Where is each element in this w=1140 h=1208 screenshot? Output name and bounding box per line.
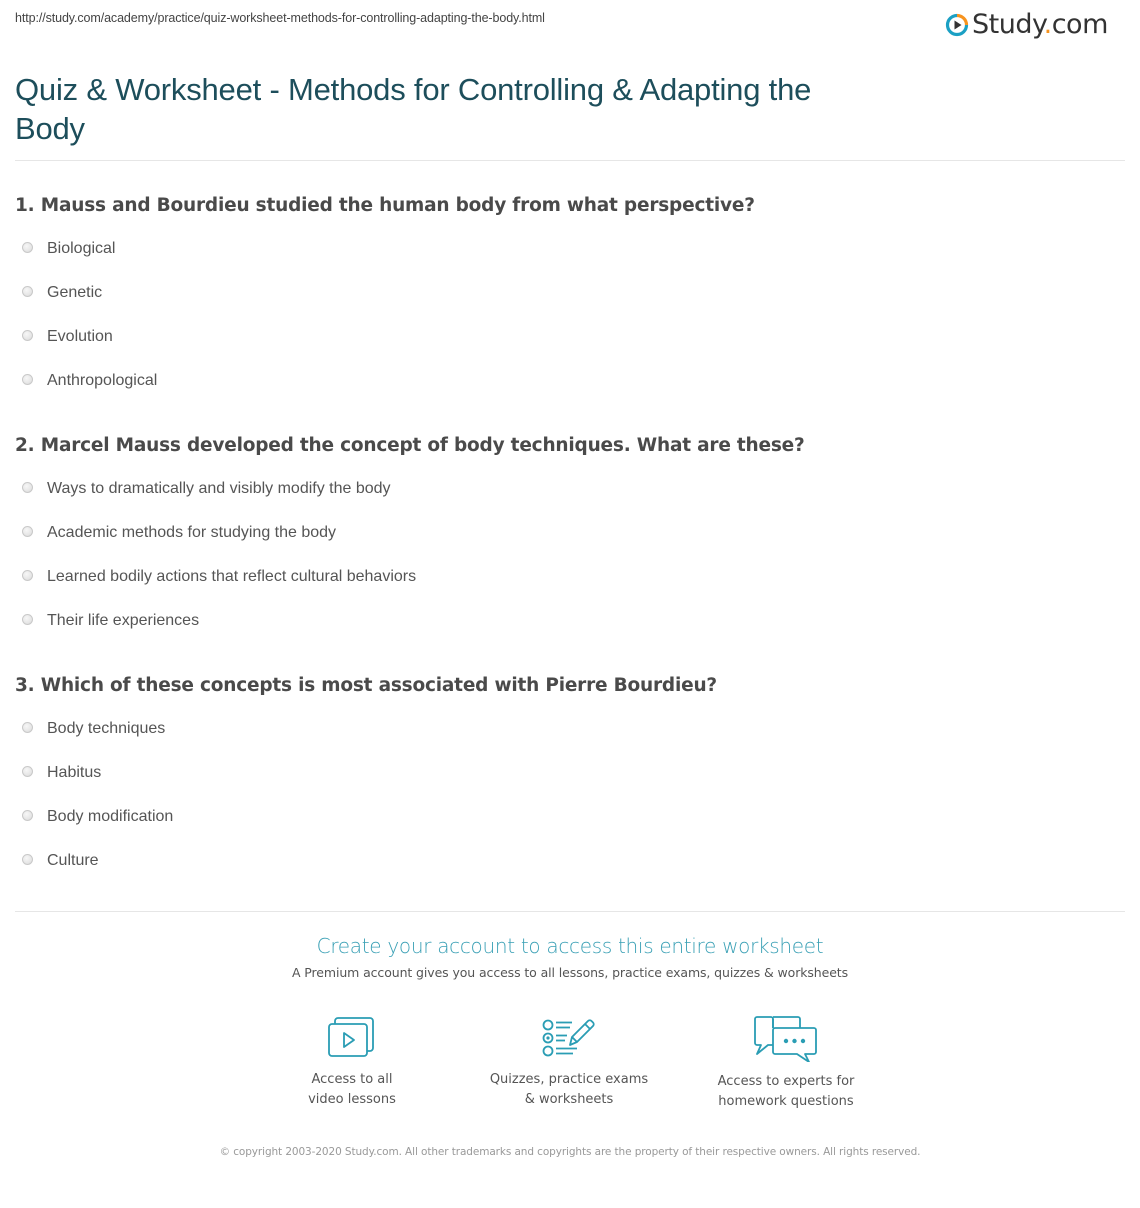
quiz-checklist-icon <box>469 1016 669 1060</box>
feature-experts <box>686 1016 886 1112</box>
feature-line-1: Quizzes, practice exams <box>489 1072 649 1087</box>
answer-option[interactable]: Habitus <box>22 763 101 783</box>
radio-button[interactable] <box>22 722 33 733</box>
question-2: 2. Marcel Mauss developed the concept of body techniques. What are these? <box>15 435 805 456</box>
feature-line-1: Access to all <box>311 1072 393 1087</box>
page-url: http://study.com/academy/practice/quiz-worksheet-methods-for-controlling-adapting-the-body.html <box>15 11 545 25</box>
radio-button[interactable] <box>22 614 33 625</box>
radio-button[interactable] <box>22 330 33 341</box>
feature-line-2: & worksheets <box>524 1092 614 1107</box>
chat-bubbles-icon <box>686 1016 886 1062</box>
page-title: Quiz & Worksheet - Methods for Controlling & Adapting the Body <box>15 72 812 146</box>
answer-option[interactable]: Learned bodily actions that reflect cultural behaviors <box>22 567 416 587</box>
answer-option[interactable]: Genetic <box>22 283 102 303</box>
feature-line-2: video lessons <box>308 1092 396 1107</box>
create-account-link[interactable]: Create your account to access this entire worksheet <box>316 934 824 958</box>
section-divider <box>15 911 1125 912</box>
answer-option[interactable]: Their life experiences <box>22 611 199 631</box>
promo-subtitle: A Premium account gives you access to all lessons, practice exams, quizzes & worksheets <box>291 965 849 980</box>
radio-button[interactable] <box>22 810 33 821</box>
feature-line-2: homework questions <box>718 1094 854 1109</box>
question-3: 3. Which of these concepts is most associated with Pierre Bourdieu? <box>15 675 717 696</box>
answer-option[interactable]: Academic methods for studying the body <box>22 523 336 543</box>
video-lessons-icon <box>252 1016 452 1060</box>
answer-option[interactable]: Ways to dramatically and visibly modify the body <box>22 479 391 499</box>
radio-button[interactable] <box>22 482 33 493</box>
feature-line-1: Access to experts for <box>717 1074 855 1089</box>
radio-button[interactable] <box>22 854 33 865</box>
answer-option[interactable]: Body techniques <box>22 719 165 739</box>
study-logo[interactable] <box>945 8 1108 42</box>
radio-button[interactable] <box>22 766 33 777</box>
feature-quizzes <box>469 1016 669 1110</box>
feature-video-lessons <box>252 1016 452 1110</box>
play-circle-icon <box>945 13 969 37</box>
logo-wordmark: Study.com <box>972 9 1108 40</box>
copyright-footer: © copyright 2003-2020 Study.com. All other trademarks and copyrights are the property of their respective owners. All rights reserved. <box>219 1146 921 1158</box>
answer-option[interactable]: Body modification <box>22 807 173 827</box>
radio-button[interactable] <box>22 242 33 253</box>
radio-button[interactable] <box>22 526 33 537</box>
radio-button[interactable] <box>22 374 33 385</box>
title-divider <box>15 160 1125 161</box>
question-1: 1. Mauss and Bourdieu studied the human body from what perspective? <box>15 195 755 216</box>
radio-button[interactable] <box>22 286 33 297</box>
radio-button[interactable] <box>22 570 33 581</box>
answer-option[interactable]: Anthropological <box>22 371 157 391</box>
answer-option[interactable]: Culture <box>22 851 99 871</box>
answer-option[interactable]: Evolution <box>22 327 113 347</box>
answer-option[interactable]: Biological <box>22 239 115 259</box>
